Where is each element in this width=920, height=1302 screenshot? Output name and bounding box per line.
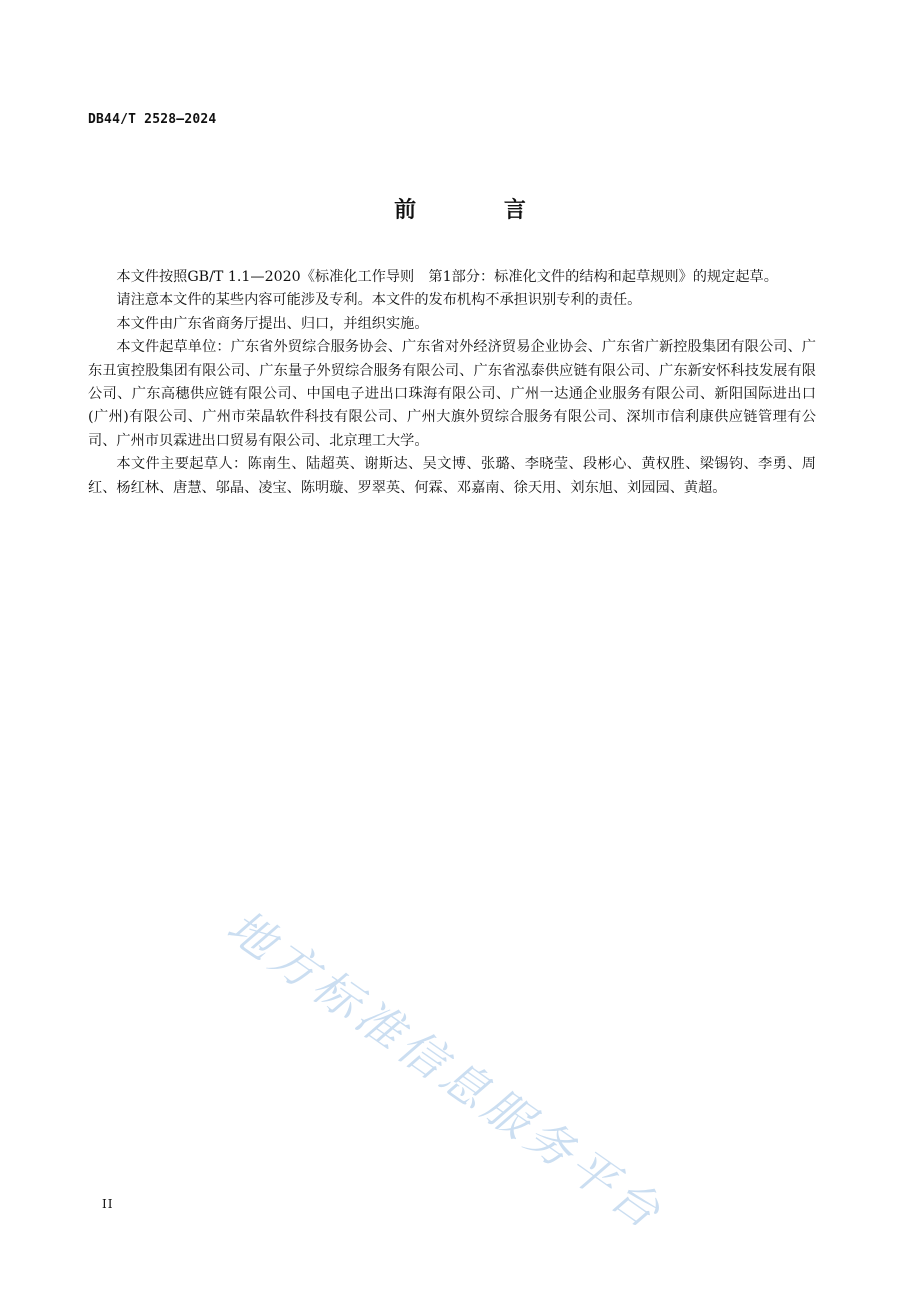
paragraph-drafters: 本文件主要起草人：陈南生、陆超英、谢斯达、吴文博、张璐、李晓莹、段彬心、黄权胜、梁锡钧、李勇、周红、杨红林、唐慧、邬晶、凌宝、陈明璇、罗翠英、何霖、邓嘉南、徐天用、刘东旭、刘园园、黄超。 bbox=[88, 456, 816, 496]
paragraph-drafting-rules: 本文件按照GB/T 1.1—2020《标准化工作导则 第1部分：标准化文件的结构和起草规则》的规定起草。 bbox=[116, 269, 778, 285]
paragraph-proposer: 本文件由广东省商务厅提出、归口，并组织实施。 bbox=[116, 315, 429, 332]
section-title: 前 言 bbox=[394, 198, 566, 223]
document-code: DB44/T 2528—2024 bbox=[88, 112, 217, 127]
foreword-body bbox=[88, 266, 816, 500]
paragraph-patent-notice: 请注意本文件的某些内容可能涉及专利。本文件的发布机构不承担识别专利的责任。 bbox=[116, 292, 642, 309]
watermark-text: 地方标准信息服务平台 bbox=[217, 898, 675, 1242]
page-number: II bbox=[102, 1197, 114, 1211]
paragraph-drafting-units: 本文件起草单位：广东省外贸综合服务协会、广东省对外经济贸易企业协会、广东省广新控股集团有限公司、广东丑寅控股集团有限公司、广东量子外贸综合服务有限公司、广东省泓泰供应链有限公司、广东新安怀科技发展有限公司、广东高穗供应链有限公司、中国电子进出口珠海有限公司、广州一达通企业服务有限公司、新阳国际进出口(广州)有限公司、广州市荣晶软件科技有限公司、广州大旗外贸综合服务有限公司、深圳市信利康供应链管理有公司、广州市贝霖进出口贸易有限公司、北京理工大学。 bbox=[88, 339, 816, 449]
